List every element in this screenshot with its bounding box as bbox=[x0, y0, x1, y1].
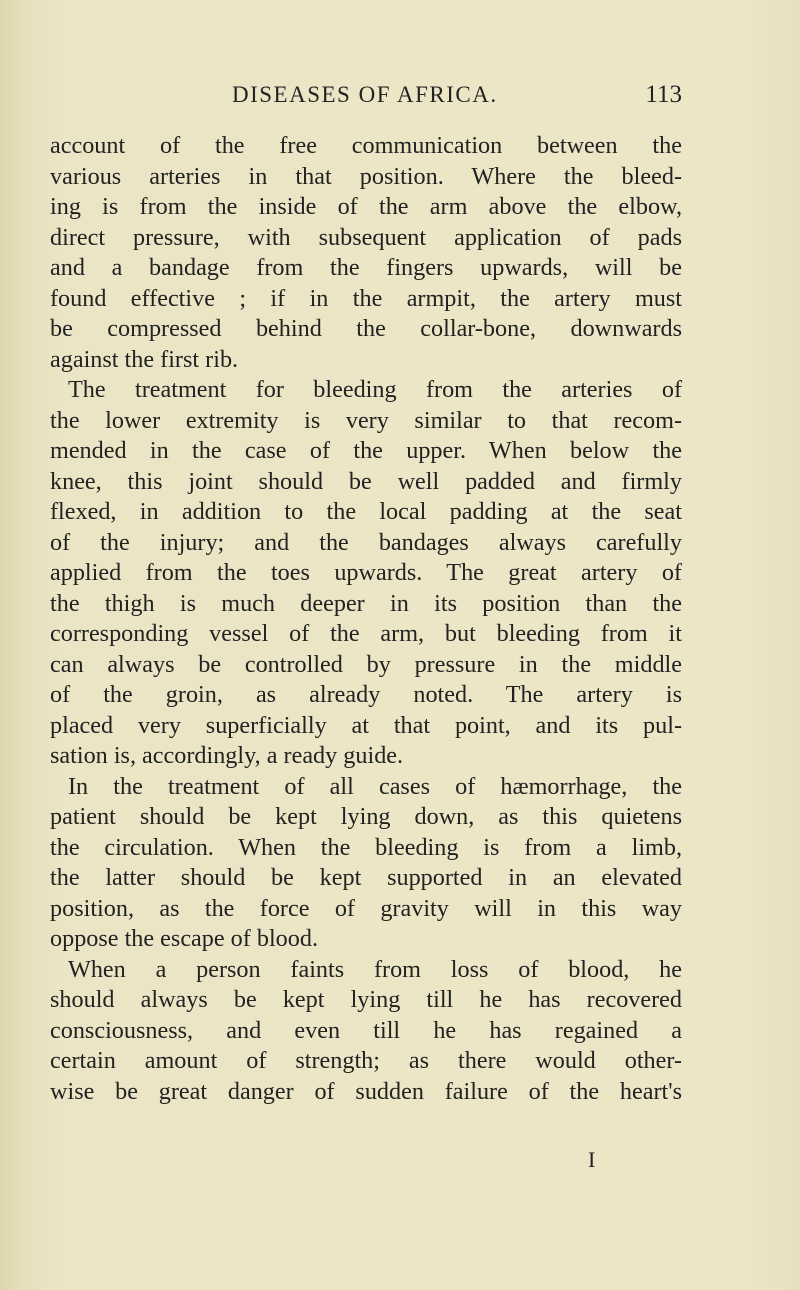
text-line: the thigh is much deeper in its position than the bbox=[50, 589, 682, 617]
page-header bbox=[0, 82, 800, 112]
text-line: of the injury; and the bandages always carefully bbox=[50, 528, 682, 556]
body-text bbox=[50, 131, 682, 1107]
text-line: corresponding vessel of the arm, but bleeding from it bbox=[50, 620, 682, 647]
text-line: position, as the force of gravity will in this way bbox=[50, 894, 682, 922]
text-line: the lower extremity is very similar to that recom- bbox=[50, 406, 682, 434]
text-line: patient should be kept lying down, as this quietens bbox=[50, 803, 682, 830]
text-line: against the first rib. bbox=[50, 345, 239, 373]
text-line: placed very superficially at that point, and its pul- bbox=[50, 711, 682, 739]
text-line: found effective ; if in the armpit, the artery must bbox=[50, 284, 682, 312]
text-line: direct pressure, with subsequent application of pads bbox=[50, 223, 682, 251]
text-line: account of the free communication between the bbox=[50, 132, 682, 159]
text-line: applied from the toes upwards. The great artery of bbox=[50, 559, 682, 586]
text-line: ing is from the inside of the arm above the elbow, bbox=[50, 193, 682, 220]
running-title: DISEASES OF AFRICA. bbox=[232, 82, 498, 107]
text-line: and a bandage from the fingers upwards, will be bbox=[50, 254, 682, 281]
text-line: the latter should be kept supported in an elevated bbox=[50, 864, 682, 891]
text-line: the circulation. When the bleeding is from a limb, bbox=[50, 833, 682, 861]
text-line: mended in the case of the upper. When below the bbox=[50, 437, 682, 464]
text-line: be compressed behind the collar-bone, downwards bbox=[50, 315, 682, 342]
paragraph-start-line: In the treatment of all cases of hæmorrhage, the bbox=[68, 772, 682, 800]
text-line: flexed, in addition to the local padding at the seat bbox=[50, 498, 682, 525]
text-line: can always be controlled by pressure in the middle bbox=[50, 650, 682, 678]
text-line: sation is, accordingly, a ready guide. bbox=[50, 742, 404, 769]
text-line: certain amount of strength; as there would other- bbox=[50, 1047, 682, 1074]
text-line: consciousness, and even till he has regained a bbox=[50, 1016, 682, 1044]
text-line: should always be kept lying till he has recovered bbox=[50, 986, 682, 1013]
text-line: various arteries in that position. Where the bleed- bbox=[50, 162, 682, 190]
paragraph-start-line: The treatment for bleeding from the arteries of bbox=[68, 376, 682, 403]
text-line: oppose the escape of blood. bbox=[50, 925, 318, 952]
text-line: knee, this joint should be well padded and firmly bbox=[50, 467, 682, 495]
signature-mark: I bbox=[588, 1147, 596, 1172]
text-line: wise be great danger of sudden failure of the heart's bbox=[50, 1077, 682, 1105]
page-number: 113 bbox=[645, 81, 682, 108]
text-line: of the groin, as already noted. The artery is bbox=[50, 681, 682, 708]
paragraph-start-line: When a person faints from loss of blood, he bbox=[68, 955, 682, 983]
